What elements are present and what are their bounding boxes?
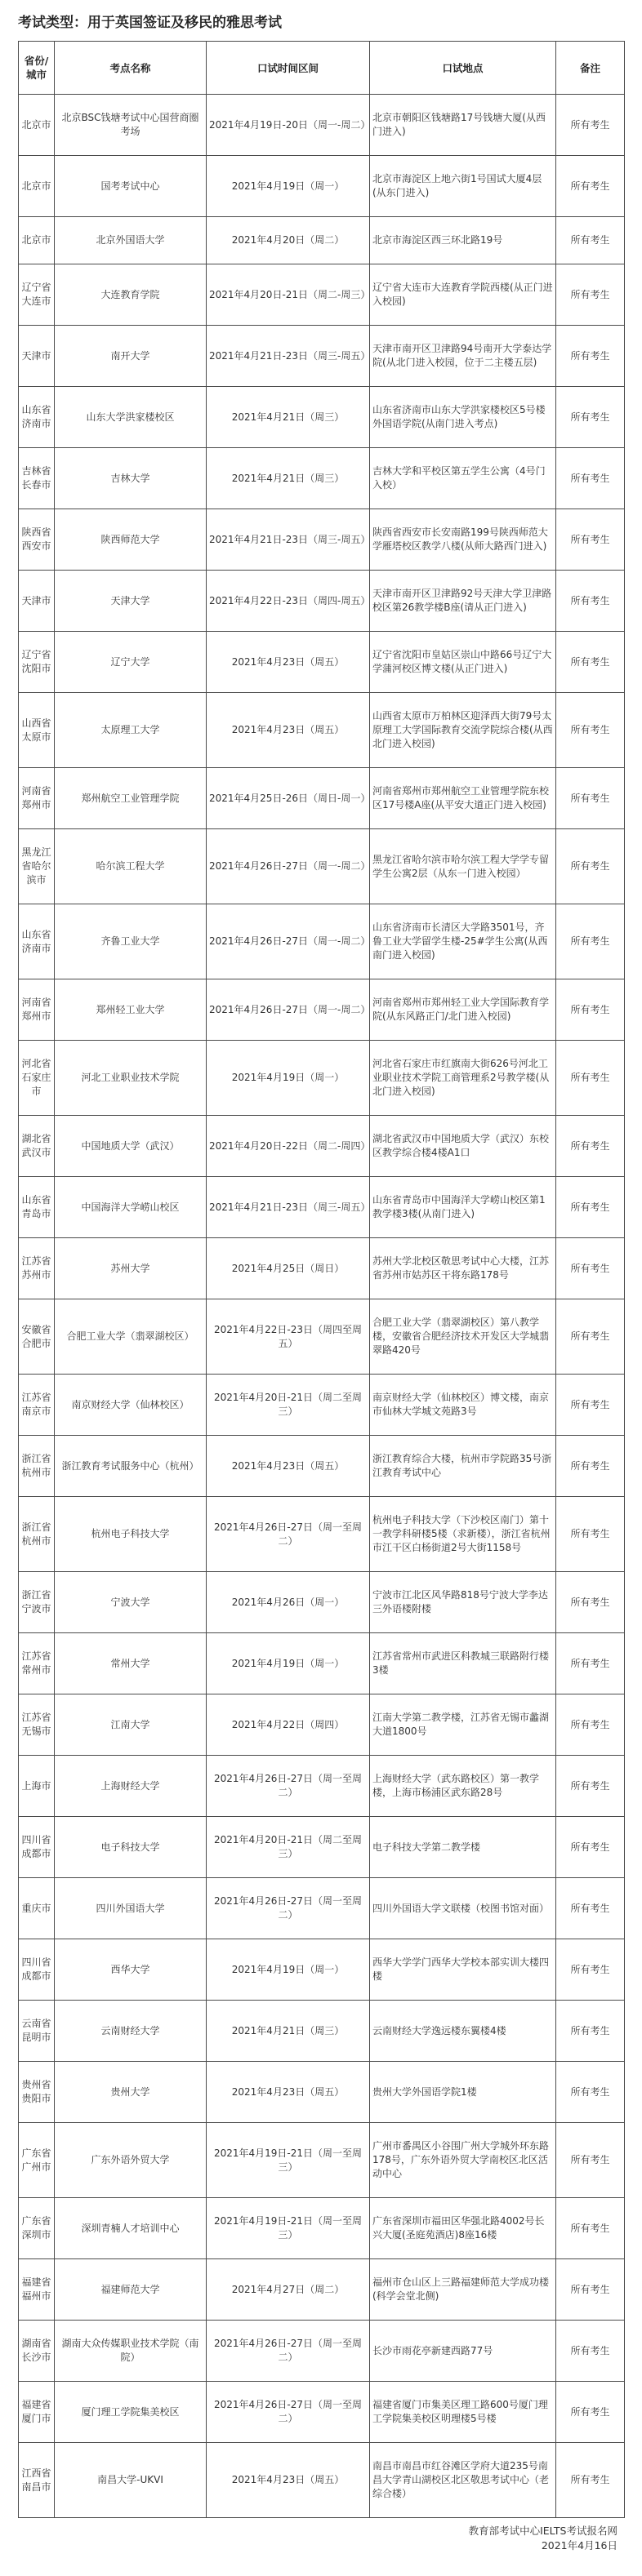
cell-note: 所有考生 — [556, 326, 625, 387]
cell-time: 2021年4月23日（周五） — [207, 1436, 370, 1497]
table-row — [19, 693, 625, 768]
cell-venue: 中国地质大学（武汉） — [55, 1116, 207, 1177]
cell-city: 江苏省苏州市 — [19, 1238, 55, 1299]
cell-city: 安徽省合肥市 — [19, 1299, 55, 1375]
cell-time: 2021年4月23日（周五） — [207, 693, 370, 768]
table-row — [19, 1756, 625, 1817]
cell-note: 所有考生 — [556, 1375, 625, 1436]
cell-address: 南昌市南昌市红谷滩区学府大道235号南昌大学青山湖校区北区敬思考试中心（老综合楼） — [370, 2443, 556, 2518]
table-row — [19, 1375, 625, 1436]
cell-address: 四川外国语大学文联楼（校图书馆对面） — [370, 1878, 556, 1939]
cell-note: 所有考生 — [556, 1878, 625, 1939]
cell-note: 所有考生 — [556, 1633, 625, 1694]
cell-address: 江南大学第二教学楼，江苏省无锡市蠡湖大道1800号 — [370, 1694, 556, 1756]
cell-time: 2021年4月19日（周一） — [207, 156, 370, 217]
page-title: 考试类型：用于英国签证及移民的雅思考试 — [18, 14, 282, 31]
header-address: 口试地点 — [370, 42, 556, 95]
cell-venue: 南昌大学-UKVI — [55, 2443, 207, 2518]
cell-venue: 天津大学 — [55, 571, 207, 632]
table-row — [19, 326, 625, 387]
cell-time: 2021年4月19日-21日（周一至周三） — [207, 2198, 370, 2259]
cell-venue: 吉林大学 — [55, 448, 207, 509]
cell-venue: 厦门理工学院集美校区 — [55, 2382, 207, 2443]
header-city: 省份/城市 — [19, 42, 55, 95]
cell-time: 2021年4月19日（周一） — [207, 1939, 370, 2001]
cell-note: 所有考生 — [556, 1572, 625, 1633]
cell-time: 2021年4月26日-27日（周一-周二） — [207, 904, 370, 979]
cell-address: 合肥工业大学（翡翠湖校区）第八教学楼，安徽省合肥经济技术开发区大学城翡翠路420号 — [370, 1299, 556, 1375]
cell-city: 江苏省无锡市 — [19, 1694, 55, 1756]
cell-city: 天津市 — [19, 326, 55, 387]
cell-note: 所有考生 — [556, 829, 625, 904]
cell-venue: 南开大学 — [55, 326, 207, 387]
cell-address: 广州市番禺区小谷围广州大学城外环东路178号，广东外语外贸大学南校区北区活动中心 — [370, 2123, 556, 2198]
cell-venue: 福建师范大学 — [55, 2259, 207, 2321]
cell-venue: 贵州大学 — [55, 2062, 207, 2123]
cell-time: 2021年4月21日（周三） — [207, 448, 370, 509]
cell-time: 2021年4月21日-23日（周三-周五） — [207, 326, 370, 387]
cell-city: 山东省济南市 — [19, 387, 55, 448]
cell-note: 所有考生 — [556, 1116, 625, 1177]
cell-address: 电子科技大学第二教学楼 — [370, 1817, 556, 1878]
cell-venue: 哈尔滨工程大学 — [55, 829, 207, 904]
cell-venue: 苏州大学 — [55, 1238, 207, 1299]
cell-address: 山西省太原市万柏林区迎泽西大街79号太原理工大学国际教育交流学院综合楼(从西北门进入校园) — [370, 693, 556, 768]
cell-address: 广东省深圳市福田区华强北路4002号长兴大厦(圣庭苑酒店)8座16楼 — [370, 2198, 556, 2259]
cell-city: 陕西省西安市 — [19, 509, 55, 571]
table-row — [19, 264, 625, 326]
cell-city: 吉林省长春市 — [19, 448, 55, 509]
cell-note: 所有考生 — [556, 264, 625, 326]
cell-venue: 电子科技大学 — [55, 1817, 207, 1878]
cell-city: 北京市 — [19, 95, 55, 156]
cell-address: 北京市海淀区西三环北路19号 — [370, 217, 556, 264]
cell-time: 2021年4月21日-23日（周三-周五） — [207, 1177, 370, 1238]
cell-time: 2021年4月26日-27日（周一至周二） — [207, 1497, 370, 1572]
cell-time: 2021年4月22日-23日（周四至周五） — [207, 1299, 370, 1375]
cell-address: 山东省青岛市中国海洋大学崂山校区第1教学楼3楼(从南门进入) — [370, 1177, 556, 1238]
table-row — [19, 1572, 625, 1633]
cell-venue: 广东外语外贸大学 — [55, 2123, 207, 2198]
table-row — [19, 2443, 625, 2518]
cell-time: 2021年4月27日（周二） — [207, 2259, 370, 2321]
cell-venue: 辽宁大学 — [55, 632, 207, 693]
cell-time: 2021年4月26日-27日（周一至周二） — [207, 2321, 370, 2382]
table-row — [19, 156, 625, 217]
cell-time: 2021年4月20日-21日（周二-周三） — [207, 264, 370, 326]
cell-note: 所有考生 — [556, 387, 625, 448]
cell-address: 河北省石家庄市红旗南大街626号河北工业职业技术学院工商管理系2号教学楼(从北门进入校园) — [370, 1041, 556, 1116]
cell-note: 所有考生 — [556, 1497, 625, 1572]
table-row — [19, 2198, 625, 2259]
cell-venue: 深圳青楠人才培训中心 — [55, 2198, 207, 2259]
cell-venue: 齐鲁工业大学 — [55, 904, 207, 979]
footer — [469, 2523, 617, 2552]
cell-time: 2021年4月26日-27日（周一至周二） — [207, 2382, 370, 2443]
cell-time: 2021年4月25日（周日） — [207, 1238, 370, 1299]
exam-schedule-table — [18, 41, 625, 2518]
cell-city: 福建省厦门市 — [19, 2382, 55, 2443]
cell-address: 吉林大学和平校区第五学生公寓（4号门入校） — [370, 448, 556, 509]
header-note: 备注 — [556, 42, 625, 95]
footer-date: 2021年4月16日 — [541, 2539, 617, 2552]
cell-address: 上海财经大学（武东路校区）第一教学楼，上海市杨浦区武东路28号 — [370, 1756, 556, 1817]
table-row — [19, 571, 625, 632]
table-row — [19, 1436, 625, 1497]
cell-venue: 北京BSC钱塘考试中心国营商圈考场 — [55, 95, 207, 156]
cell-address: 长沙市雨花亭新建西路77号 — [370, 2321, 556, 2382]
cell-address: 福建省厦门市集美区理工路600号厦门理工学院集美校区明理楼5号楼 — [370, 2382, 556, 2443]
cell-address: 湖北省武汉市中国地质大学（武汉）东校区教学综合楼4楼A1口 — [370, 1116, 556, 1177]
cell-note: 所有考生 — [556, 1299, 625, 1375]
cell-venue: 中国海洋大学崂山校区 — [55, 1177, 207, 1238]
cell-address: 陕西省西安市长安南路199号陕西师范大学雁塔校区教学八楼(从师大路西门进入) — [370, 509, 556, 571]
cell-time: 2021年4月19日-21日（周一至周三） — [207, 2123, 370, 2198]
cell-address: 宁波市江北区风华路818号宁波大学李达三外语楼附楼 — [370, 1572, 556, 1633]
cell-city: 广东省深圳市 — [19, 2198, 55, 2259]
cell-city: 广东省广州市 — [19, 2123, 55, 2198]
cell-note: 所有考生 — [556, 1694, 625, 1756]
cell-city: 湖北省武汉市 — [19, 1116, 55, 1177]
cell-address: 北京市海淀区上地六街1号国试大厦4层(从东门进入) — [370, 156, 556, 217]
cell-address: 贵州大学外国语学院1楼 — [370, 2062, 556, 2123]
cell-venue: 西华大学 — [55, 1939, 207, 2001]
cell-address: 福州市仓山区上三路福建师范大学成功楼(科学会堂北侧) — [370, 2259, 556, 2321]
cell-venue: 合肥工业大学（翡翠湖校区） — [55, 1299, 207, 1375]
cell-note: 所有考生 — [556, 632, 625, 693]
cell-city: 贵州省贵阳市 — [19, 2062, 55, 2123]
cell-note: 所有考生 — [556, 2382, 625, 2443]
cell-note: 所有考生 — [556, 571, 625, 632]
table-row — [19, 1041, 625, 1116]
table-row — [19, 1939, 625, 2001]
cell-note: 所有考生 — [556, 2062, 625, 2123]
cell-time: 2021年4月20日-21日（周二至周三） — [207, 1375, 370, 1436]
table-row — [19, 2062, 625, 2123]
table-row — [19, 1694, 625, 1756]
cell-address: 山东省济南市长清区大学路3501号，齐鲁工业大学留学生楼-25#学生公寓(从西南门进入校园) — [370, 904, 556, 979]
cell-note: 所有考生 — [556, 2443, 625, 2518]
cell-city: 山西省太原市 — [19, 693, 55, 768]
cell-venue: 国考考试中心 — [55, 156, 207, 217]
cell-city: 天津市 — [19, 571, 55, 632]
cell-address: 河南省郑州市郑州航空工业管理学院东校区17号楼A座(从平安大道正门进入校园) — [370, 768, 556, 829]
cell-address: 辽宁省大连市大连教育学院西楼(从正门进入校园) — [370, 264, 556, 326]
cell-time: 2021年4月26日-27日（周一-周二） — [207, 829, 370, 904]
table-row — [19, 1878, 625, 1939]
table-row — [19, 768, 625, 829]
table-row — [19, 1177, 625, 1238]
cell-venue: 山东大学洪家楼校区 — [55, 387, 207, 448]
cell-time: 2021年4月20日-22日（周二-周四） — [207, 1116, 370, 1177]
header-time: 口试时间区间 — [207, 42, 370, 95]
table-row — [19, 2382, 625, 2443]
table-row — [19, 509, 625, 571]
cell-time: 2021年4月22日（周四） — [207, 1694, 370, 1756]
cell-city: 浙江省杭州市 — [19, 1436, 55, 1497]
cell-time: 2021年4月19日-20日（周一-周二） — [207, 95, 370, 156]
cell-address: 西华大学学门西华大学校本部实训大楼四楼 — [370, 1939, 556, 2001]
cell-city: 四川省成都市 — [19, 1939, 55, 2001]
cell-note: 所有考生 — [556, 1939, 625, 2001]
cell-time: 2021年4月19日（周一） — [207, 1041, 370, 1116]
cell-time: 2021年4月23日（周五） — [207, 2443, 370, 2518]
cell-note: 所有考生 — [556, 1436, 625, 1497]
table-row — [19, 2001, 625, 2062]
cell-note: 所有考生 — [556, 1817, 625, 1878]
cell-address: 苏州大学北校区敬思考试中心大楼，江苏省苏州市姑苏区干将东路178号 — [370, 1238, 556, 1299]
table-row — [19, 979, 625, 1041]
cell-address: 天津市南开区卫津路92号天津大学卫津路校区第26教学楼B座(请从正门进入) — [370, 571, 556, 632]
cell-city: 江西省南昌市 — [19, 2443, 55, 2518]
table-row — [19, 632, 625, 693]
cell-time: 2021年4月20日-21日（周二至周三） — [207, 1817, 370, 1878]
cell-note: 所有考生 — [556, 448, 625, 509]
cell-address: 黑龙江省哈尔滨市哈尔滨工程大学学专留学生公寓2层（从东一门进入校园） — [370, 829, 556, 904]
cell-address: 天津市南开区卫津路94号南开大学泰达学院(从北门进入校园，位于二主楼五层) — [370, 326, 556, 387]
cell-address: 杭州电子科技大学（下沙校区南门）第十一教学科研楼5楼（求新楼），浙江省杭州市江干区白杨街道2号大街1158号 — [370, 1497, 556, 1572]
cell-note: 所有考生 — [556, 2198, 625, 2259]
cell-city: 四川省成都市 — [19, 1817, 55, 1878]
cell-time: 2021年4月19日（周一） — [207, 1633, 370, 1694]
cell-city: 福建省福州市 — [19, 2259, 55, 2321]
cell-city: 江苏省南京市 — [19, 1375, 55, 1436]
cell-venue: 太原理工大学 — [55, 693, 207, 768]
cell-time: 2021年4月23日（周五） — [207, 632, 370, 693]
cell-note: 所有考生 — [556, 1238, 625, 1299]
cell-venue: 杭州电子科技大学 — [55, 1497, 207, 1572]
cell-venue: 大连教育学院 — [55, 264, 207, 326]
cell-city: 云南省昆明市 — [19, 2001, 55, 2062]
cell-note: 所有考生 — [556, 2001, 625, 2062]
table-row — [19, 1299, 625, 1375]
cell-venue: 南京财经大学（仙林校区） — [55, 1375, 207, 1436]
cell-city: 河南省郑州市 — [19, 979, 55, 1041]
cell-time: 2021年4月21日（周三） — [207, 387, 370, 448]
cell-city: 黑龙江省哈尔滨市 — [19, 829, 55, 904]
document — [18, 0, 624, 2518]
cell-note: 所有考生 — [556, 693, 625, 768]
cell-city: 上海市 — [19, 1756, 55, 1817]
table-row — [19, 217, 625, 264]
cell-city: 辽宁省沈阳市 — [19, 632, 55, 693]
cell-note: 所有考生 — [556, 1041, 625, 1116]
cell-time: 2021年4月21日（周三） — [207, 2001, 370, 2062]
table-row — [19, 829, 625, 904]
table-row — [19, 1238, 625, 1299]
cell-note: 所有考生 — [556, 1177, 625, 1238]
cell-address: 河南省郑州市郑州轻工业大学国际教育学院(从东风路正门/北门进入校园) — [370, 979, 556, 1041]
cell-venue: 上海财经大学 — [55, 1756, 207, 1817]
cell-note: 所有考生 — [556, 904, 625, 979]
table-row — [19, 387, 625, 448]
cell-venue: 云南财经大学 — [55, 2001, 207, 2062]
cell-city: 河南省郑州市 — [19, 768, 55, 829]
cell-venue: 常州大学 — [55, 1633, 207, 1694]
cell-city: 江苏省常州市 — [19, 1633, 55, 1694]
cell-venue: 宁波大学 — [55, 1572, 207, 1633]
cell-venue: 河北工业职业技术学院 — [55, 1041, 207, 1116]
cell-city: 浙江省杭州市 — [19, 1497, 55, 1572]
header-venue: 考点名称 — [55, 42, 207, 95]
cell-venue: 浙江教育考试服务中心（杭州） — [55, 1436, 207, 1497]
table-row — [19, 95, 625, 156]
cell-address: 江苏省常州市武进区科教城三联路附行楼3楼 — [370, 1633, 556, 1694]
cell-address: 南京财经大学（仙林校区）博文楼，南京市仙林大学城文苑路3号 — [370, 1375, 556, 1436]
cell-time: 2021年4月26日-27日（周一-周二） — [207, 979, 370, 1041]
cell-time: 2021年4月25日-26日（周日-周一） — [207, 768, 370, 829]
cell-note: 所有考生 — [556, 95, 625, 156]
table-row — [19, 1817, 625, 1878]
cell-city: 山东省青岛市 — [19, 1177, 55, 1238]
cell-time: 2021年4月26日-27日（周一至周二） — [207, 1878, 370, 1939]
cell-note: 所有考生 — [556, 1756, 625, 1817]
table-row — [19, 1633, 625, 1694]
table-row — [19, 2259, 625, 2321]
cell-venue: 郑州轻工业大学 — [55, 979, 207, 1041]
cell-note: 所有考生 — [556, 979, 625, 1041]
cell-address: 山东省济南市山东大学洪家楼校区5号楼外国语学院(从南门进入考点) — [370, 387, 556, 448]
cell-venue: 江南大学 — [55, 1694, 207, 1756]
cell-time: 2021年4月23日（周五） — [207, 2062, 370, 2123]
cell-note: 所有考生 — [556, 768, 625, 829]
cell-venue: 郑州航空工业管理学院 — [55, 768, 207, 829]
cell-city: 辽宁省大连市 — [19, 264, 55, 326]
cell-note: 所有考生 — [556, 2321, 625, 2382]
table-header-row — [19, 42, 625, 95]
table-row — [19, 904, 625, 979]
table-row — [19, 2123, 625, 2198]
cell-time: 2021年4月26日（周一） — [207, 1572, 370, 1633]
cell-city: 湖南省长沙市 — [19, 2321, 55, 2382]
table-row — [19, 1116, 625, 1177]
table-row — [19, 1497, 625, 1572]
cell-address: 辽宁省沈阳市皇姑区崇山中路66号辽宁大学蒲河校区博文楼(从正门进入) — [370, 632, 556, 693]
cell-city: 北京市 — [19, 217, 55, 264]
table-row — [19, 2321, 625, 2382]
cell-note: 所有考生 — [556, 509, 625, 571]
cell-time: 2021年4月20日（周二） — [207, 217, 370, 264]
cell-venue: 四川外国语大学 — [55, 1878, 207, 1939]
cell-time: 2021年4月26日-27日（周一至周二） — [207, 1756, 370, 1817]
cell-city: 河北省石家庄市 — [19, 1041, 55, 1116]
cell-address: 北京市朝阳区钱塘路17号钱塘大厦(从西门进入) — [370, 95, 556, 156]
cell-city: 北京市 — [19, 156, 55, 217]
cell-city: 重庆市 — [19, 1878, 55, 1939]
cell-time: 2021年4月22日-23日（周四-周五） — [207, 571, 370, 632]
cell-venue: 陕西师范大学 — [55, 509, 207, 571]
cell-city: 山东省济南市 — [19, 904, 55, 979]
cell-venue: 北京外国语大学 — [55, 217, 207, 264]
cell-address: 云南财经大学逸远楼东翼楼4楼 — [370, 2001, 556, 2062]
cell-time: 2021年4月21日-23日（周三-周五） — [207, 509, 370, 571]
cell-note: 所有考生 — [556, 2259, 625, 2321]
cell-venue: 湖南大众传媒职业技术学院（南院） — [55, 2321, 207, 2382]
cell-city: 浙江省宁波市 — [19, 1572, 55, 1633]
cell-note: 所有考生 — [556, 2123, 625, 2198]
cell-note: 所有考生 — [556, 156, 625, 217]
cell-note: 所有考生 — [556, 217, 625, 264]
footer-org: 教育部考试中心IELTS考试报名网 — [468, 2525, 617, 2537]
table-row — [19, 448, 625, 509]
cell-address: 浙江教育综合大楼，杭州市学院路35号浙江教育考试中心 — [370, 1436, 556, 1497]
